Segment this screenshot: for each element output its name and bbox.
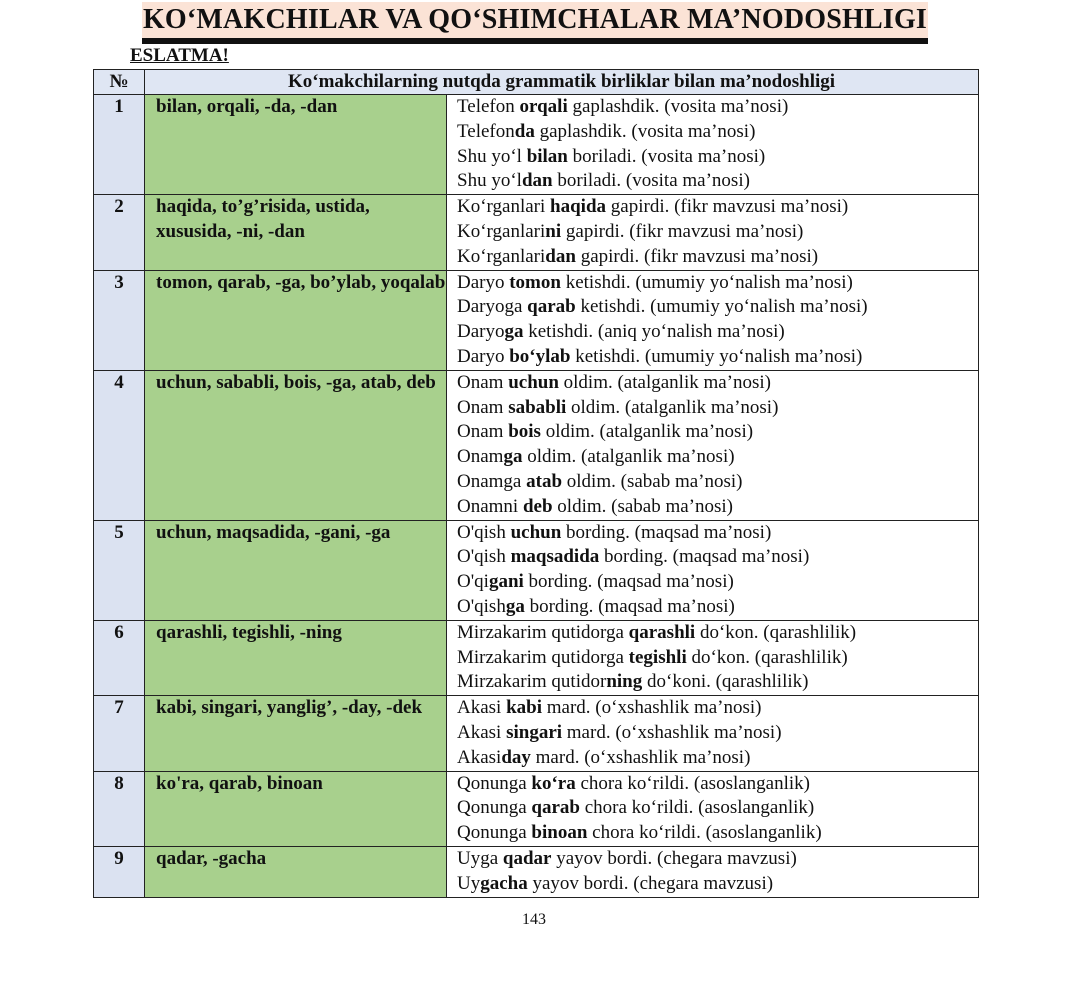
header-title: Ko‘makchilarning nutqda grammatik birliklar bilan ma’nodoshligi: [145, 70, 979, 95]
example-highlight: tomon: [509, 271, 561, 293]
example-highlight: ning: [606, 671, 643, 693]
example-highlight: kabi: [506, 697, 542, 719]
table-body: [94, 95, 979, 898]
examples-cell: [447, 270, 979, 370]
example-text: O'qi: [457, 571, 489, 593]
example-text: Shu yo‘l: [457, 170, 522, 192]
example-sentence: [457, 295, 978, 320]
example-text: oldim. (sabab ma’nosi): [562, 470, 743, 492]
example-text: bording. (maqsad ma’nosi): [599, 546, 810, 568]
example-highlight: singari: [506, 721, 563, 743]
example-sentence: [457, 169, 978, 194]
header-number: №: [94, 70, 145, 95]
example-text: Telefon: [457, 120, 515, 142]
page-title: KO‘MAKCHILAR VA QO‘SHIMCHALAR MA’NODOSHLIGI: [142, 2, 928, 44]
example-highlight: qadar: [502, 847, 552, 869]
example-text: gapirdi. (fikr mavzusi ma’nosi): [575, 245, 819, 267]
example-highlight: haqida: [550, 196, 607, 218]
example-text: ketishdi. (umumiy yo‘nalish ma’nosi): [560, 271, 853, 293]
example-text: boriladi. (vosita ma’nosi): [567, 145, 766, 167]
keyword-cell: uchun, maqsadida, -gani, -ga: [145, 520, 447, 620]
example-sentence: [457, 595, 978, 620]
example-text: Onam: [457, 396, 509, 418]
row-number: 8: [94, 771, 145, 846]
example-text: Uyga: [457, 847, 503, 869]
table-row: [94, 771, 979, 846]
examples-cell: [447, 846, 979, 897]
example-text: O'qish: [457, 546, 511, 568]
example-sentence: [457, 195, 978, 220]
example-text: Shu yo‘l: [457, 145, 527, 167]
example-text: do‘koni. (qarashlilik): [642, 671, 809, 693]
row-number: 1: [94, 95, 145, 195]
example-text: Ko‘rganlari: [457, 196, 551, 218]
example-highlight: qarab: [531, 797, 580, 819]
example-text: oldim. (atalganlik ma’nosi): [522, 446, 735, 468]
example-text: ketishdi. (umumiy yo‘nalish ma’nosi): [570, 345, 863, 367]
example-highlight: deb: [522, 495, 553, 517]
example-text: Daryoga: [457, 296, 528, 318]
example-highlight: dan: [545, 245, 576, 267]
example-highlight: da: [514, 120, 535, 142]
table-row: [94, 370, 979, 520]
example-text: gaplashdik. (vosita ma’nosi): [534, 120, 756, 142]
example-sentence: [457, 470, 978, 495]
example-text: gapirdi. (fikr mavzusi ma’nosi): [606, 196, 849, 218]
example-text: mard. (o‘xshashlik ma’nosi): [530, 746, 751, 768]
keyword-cell: haqida, to’g’risida, ustida, xususida, -ni, -dan: [145, 195, 447, 270]
example-text: Qonunga: [457, 822, 532, 844]
example-highlight: gani: [488, 571, 524, 593]
example-text: Akasi: [457, 697, 507, 719]
keyword-cell: ko'ra, qarab, binoan: [145, 771, 447, 846]
example-sentence: [457, 696, 978, 721]
examples-cell: [447, 95, 979, 195]
example-sentence: [457, 721, 978, 746]
example-text: Daryo: [457, 345, 510, 367]
example-highlight: uchun: [508, 371, 559, 393]
example-text: Daryo: [457, 321, 505, 343]
examples-cell: [447, 520, 979, 620]
example-text: Akasi: [457, 746, 502, 768]
example-text: Ko‘rganlari: [457, 245, 546, 267]
table-row: [94, 520, 979, 620]
example-text: chora ko‘rildi. (asoslanganlik): [579, 797, 815, 819]
example-text: oldim. (sabab ma’nosi): [552, 495, 734, 517]
example-sentence: [457, 245, 978, 270]
example-highlight: tegishli: [628, 646, 687, 668]
example-text: Onamga: [457, 470, 527, 492]
example-text: mard. (o‘xshashlik ma’nosi): [542, 697, 762, 719]
example-sentence: [457, 772, 978, 797]
comparison-table: [93, 69, 979, 898]
example-text: Daryo: [457, 271, 510, 293]
example-highlight: maqsadida: [510, 546, 600, 568]
example-text: Onamni: [457, 495, 523, 517]
example-sentence: [457, 545, 978, 570]
example-highlight: atab: [526, 470, 563, 492]
example-highlight: ko‘ra: [531, 772, 576, 794]
example-sentence: [457, 320, 978, 345]
examples-cell: [447, 370, 979, 520]
example-sentence: [457, 345, 978, 370]
keyword-cell: kabi, singari, yanglig’, -day, -dek: [145, 696, 447, 771]
example-sentence: [457, 746, 978, 771]
example-highlight: ga: [504, 321, 524, 343]
example-sentence: [457, 872, 978, 897]
page-number: 143: [522, 911, 546, 928]
example-highlight: qarab: [527, 296, 576, 318]
example-highlight: binoan: [531, 822, 588, 844]
example-sentence: [457, 420, 978, 445]
example-text: Mirzakarim qutidor: [457, 671, 607, 693]
examples-cell: [447, 195, 979, 270]
example-sentence: [457, 570, 978, 595]
keyword-cell: bilan, orqali, -da, -dan: [145, 95, 447, 195]
table-row: [94, 195, 979, 270]
example-text: Qonunga: [457, 797, 532, 819]
example-text: Mirzakarim qutidorga: [457, 621, 629, 643]
row-number: 2: [94, 195, 145, 270]
example-highlight: bilan: [526, 145, 568, 167]
example-highlight: ga: [505, 595, 525, 617]
row-number: 5: [94, 520, 145, 620]
example-text: Onam: [457, 446, 504, 468]
example-sentence: [457, 371, 978, 396]
row-number: 6: [94, 620, 145, 695]
example-text: mard. (o‘xshashlik ma’nosi): [562, 721, 782, 743]
example-highlight: uchun: [510, 521, 562, 543]
example-text: yayov bordi. (chegara mavzusi): [551, 847, 797, 869]
table-row: [94, 696, 979, 771]
example-text: bording. (maqsad ma’nosi): [524, 595, 735, 617]
example-text: boriladi. (vosita ma’nosi): [552, 170, 750, 192]
example-text: Ko‘rganlari: [457, 220, 546, 242]
row-number: 9: [94, 846, 145, 897]
example-sentence: [457, 670, 978, 695]
example-sentence: [457, 495, 978, 520]
example-sentence: [457, 120, 978, 145]
example-highlight: bo‘ylab: [509, 345, 571, 367]
example-text: chora ko‘rildi. (asoslanganlik): [575, 772, 810, 794]
table-row: [94, 620, 979, 695]
example-sentence: [457, 621, 978, 646]
example-text: Qonunga: [457, 772, 532, 794]
example-text: oldim. (atalganlik ma’nosi): [540, 421, 754, 443]
table-row: [94, 846, 979, 897]
example-highlight: day: [501, 746, 531, 768]
example-highlight: ni: [545, 220, 562, 242]
example-text: bording. (maqsad ma’nosi): [561, 521, 772, 543]
table-row: [94, 95, 979, 195]
example-highlight: orqali: [519, 96, 568, 117]
example-sentence: [457, 396, 978, 421]
keyword-cell: tomon, qarab, -ga, bo’ylab, yoqalab: [145, 270, 447, 370]
example-text: Telefon: [457, 96, 520, 117]
row-number: 7: [94, 696, 145, 771]
example-text: gapirdi. (fikr mavzusi ma’nosi): [561, 220, 804, 242]
examples-cell: [447, 771, 979, 846]
example-sentence: [457, 847, 978, 872]
example-text: ketishdi. (aniq yo‘nalish ma’nosi): [523, 321, 785, 343]
example-text: do‘kon. (qarashlilik): [686, 646, 848, 668]
example-text: Akasi: [457, 721, 507, 743]
table-header-row: [94, 70, 979, 95]
example-text: gaplashdik. (vosita ma’nosi): [567, 96, 789, 117]
example-text: O'qish: [457, 595, 506, 617]
example-highlight: gacha: [480, 872, 528, 894]
example-text: ketishdi. (umumiy yo‘nalish ma’nosi): [575, 296, 868, 318]
example-text: Uy: [457, 872, 481, 894]
example-text: O'qish: [457, 521, 511, 543]
examples-cell: [447, 620, 979, 695]
row-number: 3: [94, 270, 145, 370]
example-highlight: bois: [508, 421, 541, 443]
example-sentence: [457, 821, 978, 846]
example-sentence: [457, 220, 978, 245]
example-text: Mirzakarim qutidorga: [457, 646, 629, 668]
example-sentence: [457, 521, 978, 546]
example-highlight: ga: [503, 446, 523, 468]
example-text: bording. (maqsad ma’nosi): [523, 571, 734, 593]
example-text: do‘kon. (qarashlilik): [695, 621, 857, 643]
example-text: Onam: [457, 421, 509, 443]
examples-cell: [447, 696, 979, 771]
table-row: [94, 270, 979, 370]
example-text: oldim. (atalganlik ma’nosi): [566, 396, 779, 418]
example-sentence: [457, 646, 978, 671]
example-sentence: [457, 445, 978, 470]
example-text: Onam: [457, 371, 509, 393]
example-sentence: [457, 145, 978, 170]
example-highlight: sababli: [508, 396, 567, 418]
row-number: 4: [94, 370, 145, 520]
keyword-cell: qarashli, tegishli, -ning: [145, 620, 447, 695]
example-sentence: [457, 271, 978, 296]
keyword-cell: uchun, sababli, bois, -ga, atab, deb: [145, 370, 447, 520]
keyword-cell: qadar, -gacha: [145, 846, 447, 897]
example-sentence: [457, 796, 978, 821]
example-highlight: qarashli: [628, 621, 696, 643]
note-heading: ESLATMA!: [130, 45, 229, 66]
example-sentence: [457, 95, 978, 120]
example-text: chora ko‘rildi. (asoslanganlik): [587, 822, 822, 844]
example-highlight: dan: [521, 170, 553, 192]
example-text: yayov bordi. (chegara mavzusi): [527, 872, 774, 894]
example-text: oldim. (atalganlik ma’nosi): [558, 371, 772, 393]
